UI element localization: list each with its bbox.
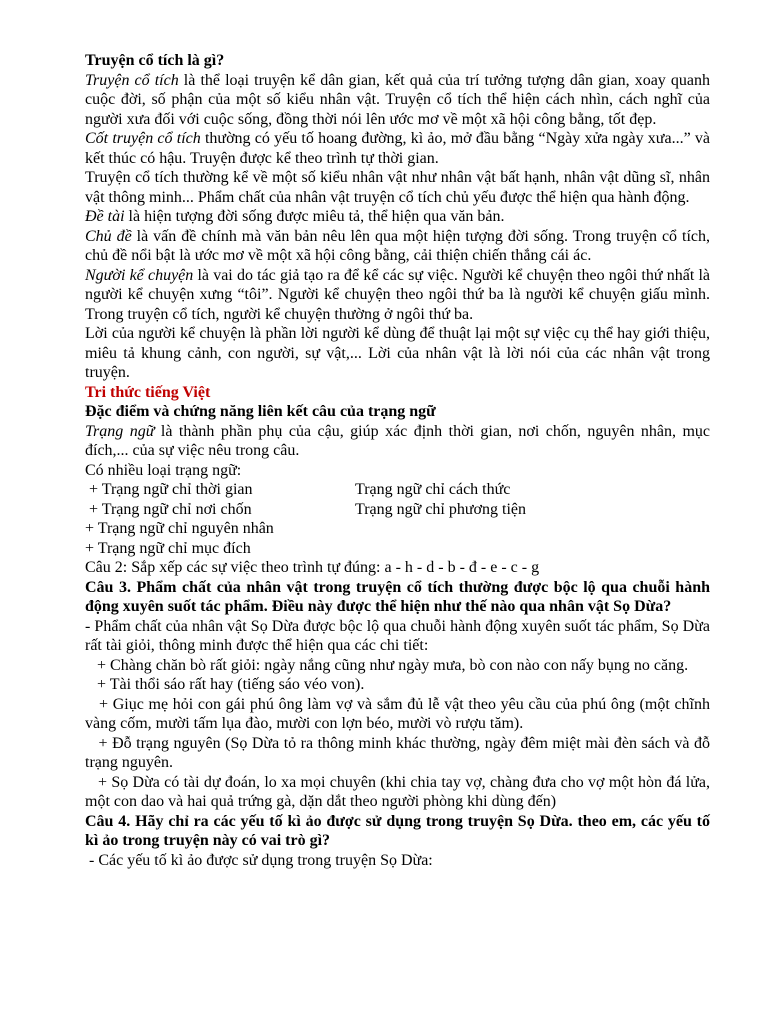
answer-intro: - Phẩm chất của nhân vật Sọ Dừa được bộc lộ qua chuỗi hành động xuyên suốt tác phẩm, Sọ Dừa rất tài giỏi, thông minh được thể hiện qua các chi tiết: <box>85 617 710 654</box>
answer-bullet: + Sọ Dừa có tài dự đoán, lo xa mọi chuyên (khi chia tay vợ, chàng đưa cho vợ một hòn đá lửa, một con dao và hai quả trứng gà, dặn dắt theo người phòng khi dùng đến) <box>85 773 715 810</box>
list-item: + Trạng ngữ chỉ nơi chốn <box>85 500 252 518</box>
paragraph: Có nhiều loại trạng ngữ: <box>85 461 242 479</box>
text: là vai do tác giả tạo ra để kể các sự việc. Người kể chuyện theo ngôi thứ nhất là người kể chuyện xưng “tôi”. Người kể chuyện theo ngôi thứ ba là người kể chuyện giấu mình. Trong truyện cổ tích, người kể chuyện thường ở ngôi thứ ba. <box>85 266 711 323</box>
list-item: + Trạng ngữ chỉ mục đích <box>85 539 251 557</box>
paragraph <box>85 129 710 168</box>
text: là thành phần phụ của cậu, giúp xác định thời gian, nơi chốn, nguyên nhân, mục đích,... của sự việc nêu trong câu. <box>85 422 710 459</box>
answer-bullet: + Chàng chăn bò rất giỏi: ngày nắng cũng như ngày mưa, bò con nào con nấy bụng no căng. <box>85 656 689 674</box>
document-page <box>85 51 715 870</box>
term: Trạng ngữ <box>85 422 155 440</box>
sub-heading: Đặc điểm và chứng năng liên kết câu của trạng ngữ <box>85 403 436 420</box>
answer-bullet: + Giục mẹ hỏi con gái phú ông làm vợ và sắm đủ lễ vật theo yêu cầu của phú ông (một chĩnh vàng cốm, mười tấm lụa đào, mười con lợn béo, mười vò rượu tăm). <box>85 695 715 732</box>
question-2: Câu 2: Sắp xếp các sự việc theo trình tự đúng: a - h - d - b - đ - e - c - g <box>85 559 540 576</box>
list-row <box>85 480 710 500</box>
term: Người kể chuyện <box>85 266 194 284</box>
term: Truyện cổ tích <box>85 71 179 89</box>
paragraph: Lời của người kể chuyện là phần lời người kể dùng để thuật lại một sự việc cụ thể hay giới thiệu, miêu tả khung cảnh, con người, sự vật,... Lời của nhân vật là lời nói của các nhân vật trong truyện. <box>85 325 710 381</box>
list-row <box>85 500 710 520</box>
list-item: + Trạng ngữ chỉ thời gian <box>85 481 253 498</box>
term: Đề tài <box>85 208 125 225</box>
paragraph: Truyện cổ tích thường kể về một số kiểu nhân vật như nhân vật bất hạnh, nhân vật dũng sĩ, nhân vật thông minh... Phẩm chất của nhân vật truyện cổ tích chủ yếu được thể hiện qua hành động. <box>85 169 710 206</box>
paragraph <box>85 227 710 266</box>
section-heading-red: Tri thức tiếng Việt <box>85 383 211 401</box>
text: là vấn đề chính mà văn bản nêu lên qua một hiện tượng đời sống. Trong truyện cổ tích, chủ đề nổi bật là ước mơ về một xã hội công bằng, cải thiện chiến thắng cái ác. <box>85 227 710 264</box>
question-3: Câu 3. Phẩm chất của nhân vật trong truyện cổ tích thường được bộc lộ qua chuỗi hành động xuyên suốt tác phẩm. Điều này được thể hiện như thế nào qua nhân vật Sọ Dừa? <box>85 578 710 615</box>
answer-line: - Các yếu tố kì ảo được sử dụng trong truyện Sọ Dừa: <box>85 851 433 869</box>
text: là thể loại truyện kể dân gian, kết quả của trí tưởng tượng dân gian, xoay quanh cuộc đời, số phận của một số kiểu nhân vật. Truyện cổ tích thể hiện cách nhìn, cách nghĩ của người xưa đối với cuộc sống, đồng thời nói lên ước mơ về một xã hội công bằng, tốt đẹp. <box>85 71 710 128</box>
answer-bullet: + Đỗ trạng nguyên (Sọ Dừa tỏ ra thông minh khác thường, ngày đêm miệt mài đèn sách và đỗ trạng nguyên. <box>85 734 715 771</box>
text: là hiện tượng đời sống được miêu tả, thể hiện qua văn bản. <box>124 208 505 225</box>
paragraph <box>85 422 710 461</box>
text: thường có yếu tố hoang đường, kì ảo, mở đầu bằng “Ngày xửa ngày xưa...” và kết thúc có hậu. Truyện được kể theo trình tự thời gian. <box>85 130 710 167</box>
list-item: Trạng ngữ chỉ cách thức <box>355 481 511 498</box>
list-item: Trạng ngữ chỉ phương tiện <box>355 500 526 518</box>
answer-bullet: + Tài thổi sáo rất hay (tiếng sáo véo von). <box>85 676 365 693</box>
term: Cốt truyện cổ tích <box>85 130 201 147</box>
paragraph <box>85 207 710 227</box>
list-item: + Trạng ngữ chỉ nguyên nhân <box>85 520 274 537</box>
term: Chủ đề <box>85 227 132 245</box>
question-4: Câu 4. Hãy chỉ ra các yếu tố kì ảo được sử dụng trong truyện Sọ Dừa. theo em, các yếu tố kì ảo trong truyện này có vai trò gì? <box>85 812 710 849</box>
paragraph <box>85 266 710 325</box>
section-heading: Truyện cổ tích là gì? <box>85 52 225 69</box>
paragraph <box>85 71 710 130</box>
